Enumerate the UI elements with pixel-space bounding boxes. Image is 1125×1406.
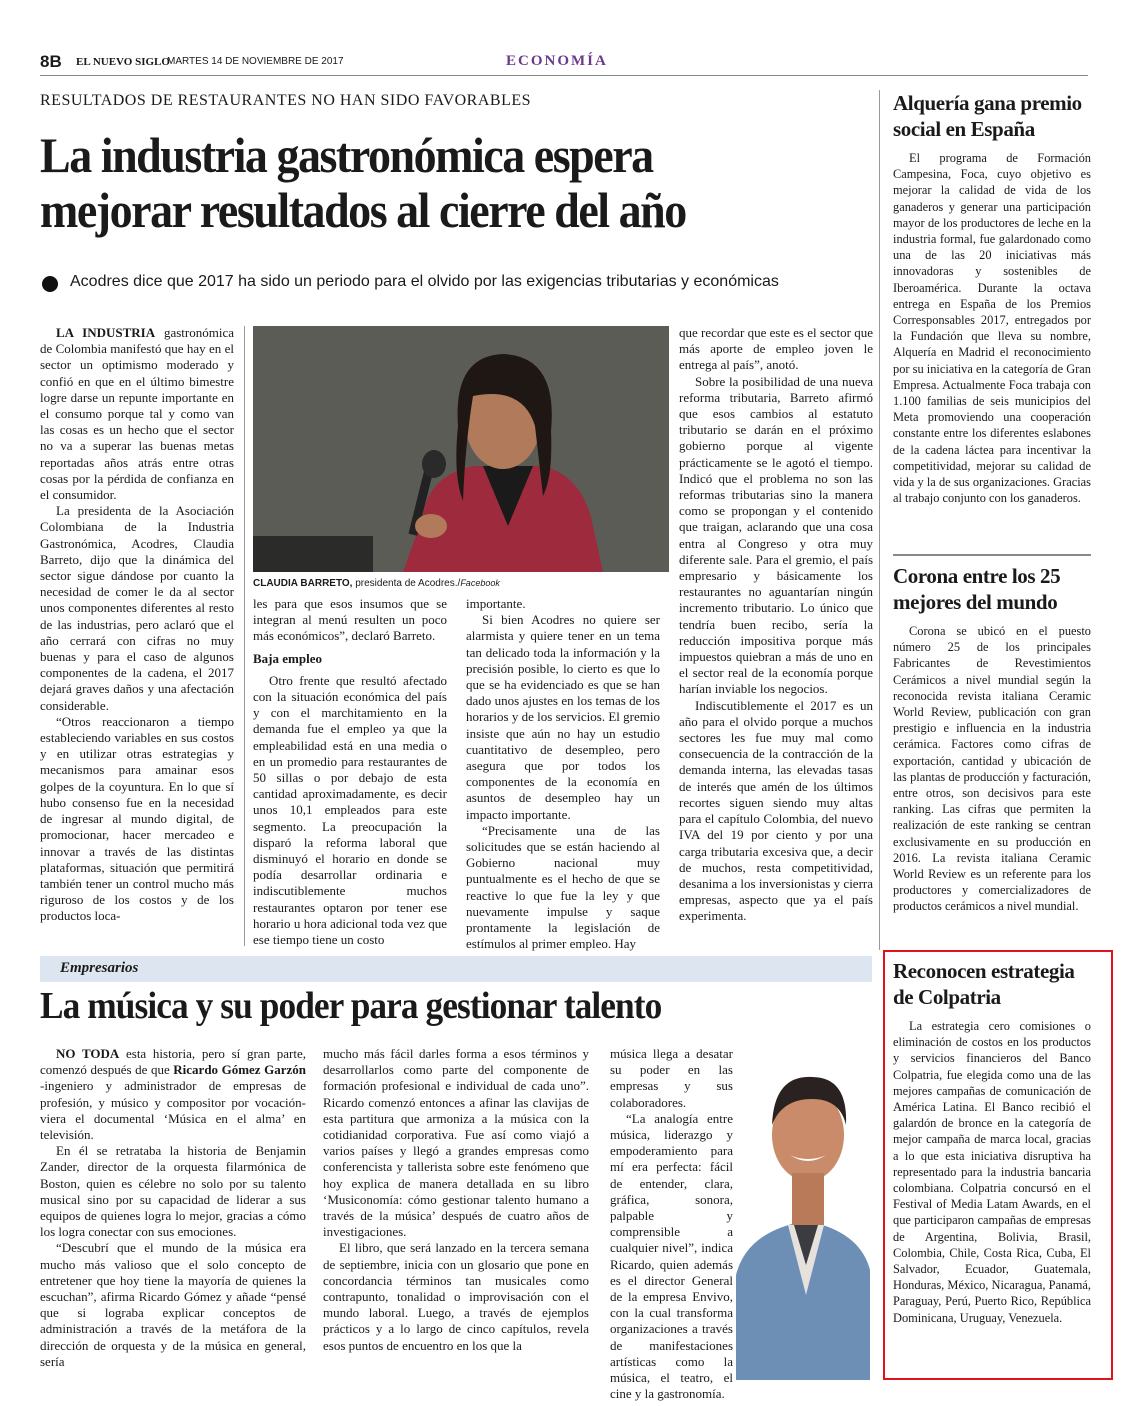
sidebar-body: El programa de Formación Campesina, Foca, cuyo objetivo es mejorar la calidad de vida de los ganaderos y generar una participación mayor de los productores de leche en la industria formal, fue galardonado como una de las 20 iniciativas más innovadoras y sostenibles de Iberoamérica. Durante la octava entrega en España de los Premios Corresponsables 2017, entregados por la Fundación que lleva su nombre, Alquería en Madrid el reconocimiento por su iniciativa en la categoría de Gran Empresa. Actualmente Foca trabaja con 1.100 familias de seis municipios del Meta promoviendo una cooperación constante entre los diferentes eslabones de la cadena láctea para incentivar la competitividad, mejorar su calidad de vida y la de sus organizaciones. Gracias al trabajo conjunto con los ganaderos.	[893, 151, 1091, 506]
sidebar-body: Corona se ubicó en el puesto número 25 de los principales Fabricantes de Revestimientos Cerámicos a nivel mundial según la reconocida revista italiana Ceramic World Review, publicación con gran prestigio e influencia en la industria cerámica. Factores como cifras de exportación, cantidad y ubicación de las plantas de producción y facturación, entre otros, son decisivos para este ranking. Las cifras que permiten la realización de este ranking se centran exclusivamente en su producción en 2016. La revista italiana Ceramic World Review es un referente para los productores y comercializadores de productos cerámicos a nivel mundial.	[893, 624, 1091, 914]
article-headline: La música y su poder para gestionar talento	[40, 985, 662, 1027]
paragraph: “La analogía entre música, liderazgo y empoderamiento para mí era perfecta: fácil de entender, clara, gráfica, sonora, palpable y comprensible a cualquier nivel”, indica Ricardo, quien además es el director General de la empresa Envivo, con la cual transforma organizaciones a través de manifestaciones artísticas como la música, el teatro, el cine y la gastronomía.	[610, 1110, 733, 1402]
sidebar-body: La estrategia cero comisiones o eliminación de costos en los productos y servicios financieros del Banco Colpatria, fue elegida como una de las mejores campañas de comunicación de América Latina. El Banco recibió el galardón de bronce en la categoría de mejor campaña de marca local, gracias a lo que esta iniciativa disruptiva ha representado para la industria bancaria colombiana. Colpatria concursó en el Festival of Media Latam Awards, en el que participaron campañas de empresas de Argentina, Bolivia, Brasil, Colombia, Chile, Costa Rica, Cuba, El Salvador, Ecuador, Guatemala, Honduras, México, Nicaragua, Panamá, Paraguay, Perú, Puerto Rico, República Dominicana, Uruguay, Venezuela.	[893, 1019, 1091, 1325]
sidebar-item-colpatria	[893, 958, 1091, 1326]
paragraph: En él se retrataba la historia de Benjamin Zander, director de la orquesta filarmónica de Boston, quien es célebre no solo por su talento musical sino por su capacidad de liderar a sus equipos de quienes logra lo mejor, gracias a cómo los logra conectar con sus emociones.	[40, 1143, 306, 1240]
article-column-3	[610, 1046, 733, 1402]
caption-credit: Facebook	[460, 578, 500, 588]
section-title: ECONOMÍA	[506, 53, 608, 69]
masthead	[40, 50, 1088, 76]
caption-text: presidenta de Acodres./	[352, 578, 461, 589]
paragraph: les para que esos insumos que se integran al menú resulten un poco más económicos”, declaró Barreto.	[253, 596, 447, 644]
article-column-2	[323, 1046, 589, 1354]
speaker-photo	[253, 326, 669, 572]
bullet-icon	[42, 276, 58, 292]
paragraph: La presidenta de la Asociación Colombiana de la Industria Gastronómica, Acodres, Claudia Barreto, dijo que la dinámica del sector sigue dándose por cuanto la necesidad de comer le da al sector unos componentes diferentes al resto de las industrias, pero aclaró que el año cerrará con cifras no muy buenas y para el caso de algunos componentes de la cadena, el 2017 dejará graves daños y una afectación considerable.	[40, 503, 234, 713]
paragraph: Sobre la posibilidad de una nueva reforma tributaria, Barreto afirmó que esos cambios al estatuto tributario se darán en el próximo gobierno porque al vigente prácticamente se le agotó el tiempo. Indicó que el problema no son las reformas tributarias sino la manera como se propongan y el contenido que traigan, aclarando que una cosa entra al Congreso y otra muy diferente sale. Para el gremio, el país empresario y básicamente los restaurantes no aguantarían ningún incremento tributario. Lo único que tendría buen recibo, sería la reducción impositiva porque más impuestos quiebran a más de uno en el sector real de la economía porque harían inviable los negocios.	[679, 373, 873, 697]
article-column-1	[40, 325, 234, 925]
paragraph: Otro frente que resultó afectado con la situación económica del país y con el marchitamiento en la demanda fue el empleo ya que la empleabilidad está en una media o en un promedio para restaurantes de 50 sillas o por debajo de esta cantidad aproximadamente, es decir unos 10,1 empleados para este segmento. La preocupación la disparó la reforma laboral que disminuyó el horario en donde se podía desarrollar ordinaria e indiscutiblemente muchos restaurantes optaron por tener ese horario u hora adicional toda vez que ese tiempo tiene un costo	[253, 672, 447, 948]
section-band	[40, 956, 872, 982]
lead-text: -ingeniero y administrador de empresas de profesión, y músico y compositor por vocación- viera el documental ‘Música en el alma’ en televisión.	[40, 1078, 306, 1143]
paragraph: “Precisamente una de las solicitudes que se están haciendo al Gobierno nacional muy puntualmente es el hecho de que se reactive lo que fue la ley y que nuevamente impulse y saque prontamente la legislación de estímulos al primer empleo. Hay	[466, 822, 660, 952]
caption-name: CLAUDIA BARRETO,	[253, 578, 353, 589]
portrait-photo	[736, 1055, 870, 1380]
article-column-4	[679, 325, 873, 925]
lead-bold: NO TODA	[56, 1046, 120, 1061]
paragraph: El libro, que será lanzado en la tercera semana de septiembre, inicia con un glosario que pone en concordancia términos tan musicales como contrapunto, tonalidad o improvisación con el mundo laboral. Luego, a través de ejemplos prácticos y a lo largo de cinco capítulos, revela esos puntos de encuentro en los que la	[323, 1240, 589, 1353]
paragraph: Indiscutiblemente el 2017 es un año para el olvido porque a muchos sectores les fue muy mal como consecuencia de la contracción de la demanda interna, las elevadas tasas de interés que amén de los últimos recortes siguen siendo muy altas para el capítulo Colombia, del nuevo IVA del 19 por ciento y por una carga tributaria excesiva que, a decir de muchos, resta competitividad, desanima a los inversionistas y cierra empresas, aspecto que ya el país experimenta.	[679, 697, 873, 924]
newspaper-name: EL NUEVO SIGLO	[76, 56, 170, 68]
sidebar-item-corona	[893, 563, 1091, 915]
section-label: Empresarios	[60, 960, 139, 976]
lead-text: gastronómica de Colombia manifestó que hay en el sector un optimismo moderado y confió en que en el último bimestre logre darse un repunte importante en el consumo porque tal y como van las cosas es un hecho que el sector no va a superar las buenas metas reportadas años atrás entre otras cosas por la pérdida de confianza en el consumidor.	[40, 325, 234, 503]
page-number: 8B	[40, 52, 62, 71]
photo-caption	[253, 578, 500, 589]
paragraph: Si bien Acodres no quiere ser alarmista y quiere tener en un tema tan delicado toda la información y la precisión posible, lo cierto es que lo que se ha evidenciado es que se han dado unos ajustes en los temas de los horarios y de los servicios. El gremio insiste que aún no hay un estudio cuantitativo de desempleo, pero asegura que por todos los componentes de la economía en asuntos de desempleo hay un impacto importante.	[466, 612, 660, 822]
paragraph: importante.	[466, 596, 526, 611]
column-divider	[244, 326, 245, 946]
paragraph: mucho más fácil darles forma a esos términos y desarrollarlos como parte del componente de formación profesional e individual de cada uno”. Ricardo comenzó entonces a afinar las clavijas de esta partitura que armoniza a la música con la cotidianidad corporativa. Fue así como viajó a varios países y llegó a grandes empresas como conferencista y tallerista sobre este fenómeno que hoy explica de manera detallada en su libro ‘Musiconomía: cómo gestionar talento humano a través de la música’ después de cuatro años de investigaciones.	[323, 1046, 589, 1240]
article-kicker: RESULTADOS DE RESTAURANTES NO HAN SIDO FAVORABLES	[40, 92, 532, 109]
sidebar-title: Reconocen estrategia de Colpatria	[893, 959, 1075, 1009]
sidebar-separator	[893, 554, 1091, 556]
lead-bold: LA INDUSTRIA	[56, 325, 156, 340]
sidebar-title: Alquería gana premio social en España	[893, 91, 1082, 141]
article-column-3	[466, 596, 660, 952]
sidebar-item-alqueria	[893, 90, 1091, 506]
sidebar-divider	[879, 90, 880, 950]
issue-date: MARTES 14 DE NOVIEMBRE DE 2017	[167, 56, 344, 67]
article-headline: La industria gastronómica espera mejorar resultados al cierre del año	[40, 127, 686, 238]
article-column-1	[40, 1046, 306, 1370]
paragraph: “Descubrí que el mundo de la música era mucho más valioso que el solo concepto de entretener que hoy tiene la mayoría de quienes la escuchan”, afirma Ricardo Gómez y añade “pensé que si lograba explicar conceptos de administración a través de la metáfora de la dirección de orquesta y de la música en general, sería	[40, 1240, 306, 1369]
paragraph: que recordar que este es el sector que más aporte de empleo joven le entrega al país”, anotó.	[679, 325, 873, 373]
article-column-2	[253, 596, 447, 948]
subheading: Baja empleo	[253, 650, 322, 666]
paragraph: “Otros reaccionaron a tiempo estableciendo variables en sus costos y en utilizar otras estrategias y mecanismos para amainar esos golpes de la coyuntura. En lo que sí hubo consenso fue en la necesidad de ingresar al mundo digital, de promocionar, hacer mercadeo e innovar a través de las distintas plataformas, situación que permitirá también tener un control mucho más riguroso de los costos y de los productos loca-	[40, 713, 234, 924]
lead-text: esta historia, pero sí gran parte, comenzó después de que	[40, 1046, 307, 1078]
paragraph: música llega a desatar su poder en las empresas y sus colaboradores.	[610, 1046, 733, 1110]
sidebar-title: Corona entre los 25 mejores del mundo	[893, 564, 1061, 614]
person-name: Ricardo Gómez Garzón	[173, 1062, 306, 1078]
article-deck: Acodres dice que 2017 ha sido un periodo para el olvido por las exigencias tributarias y económicas	[70, 273, 779, 290]
